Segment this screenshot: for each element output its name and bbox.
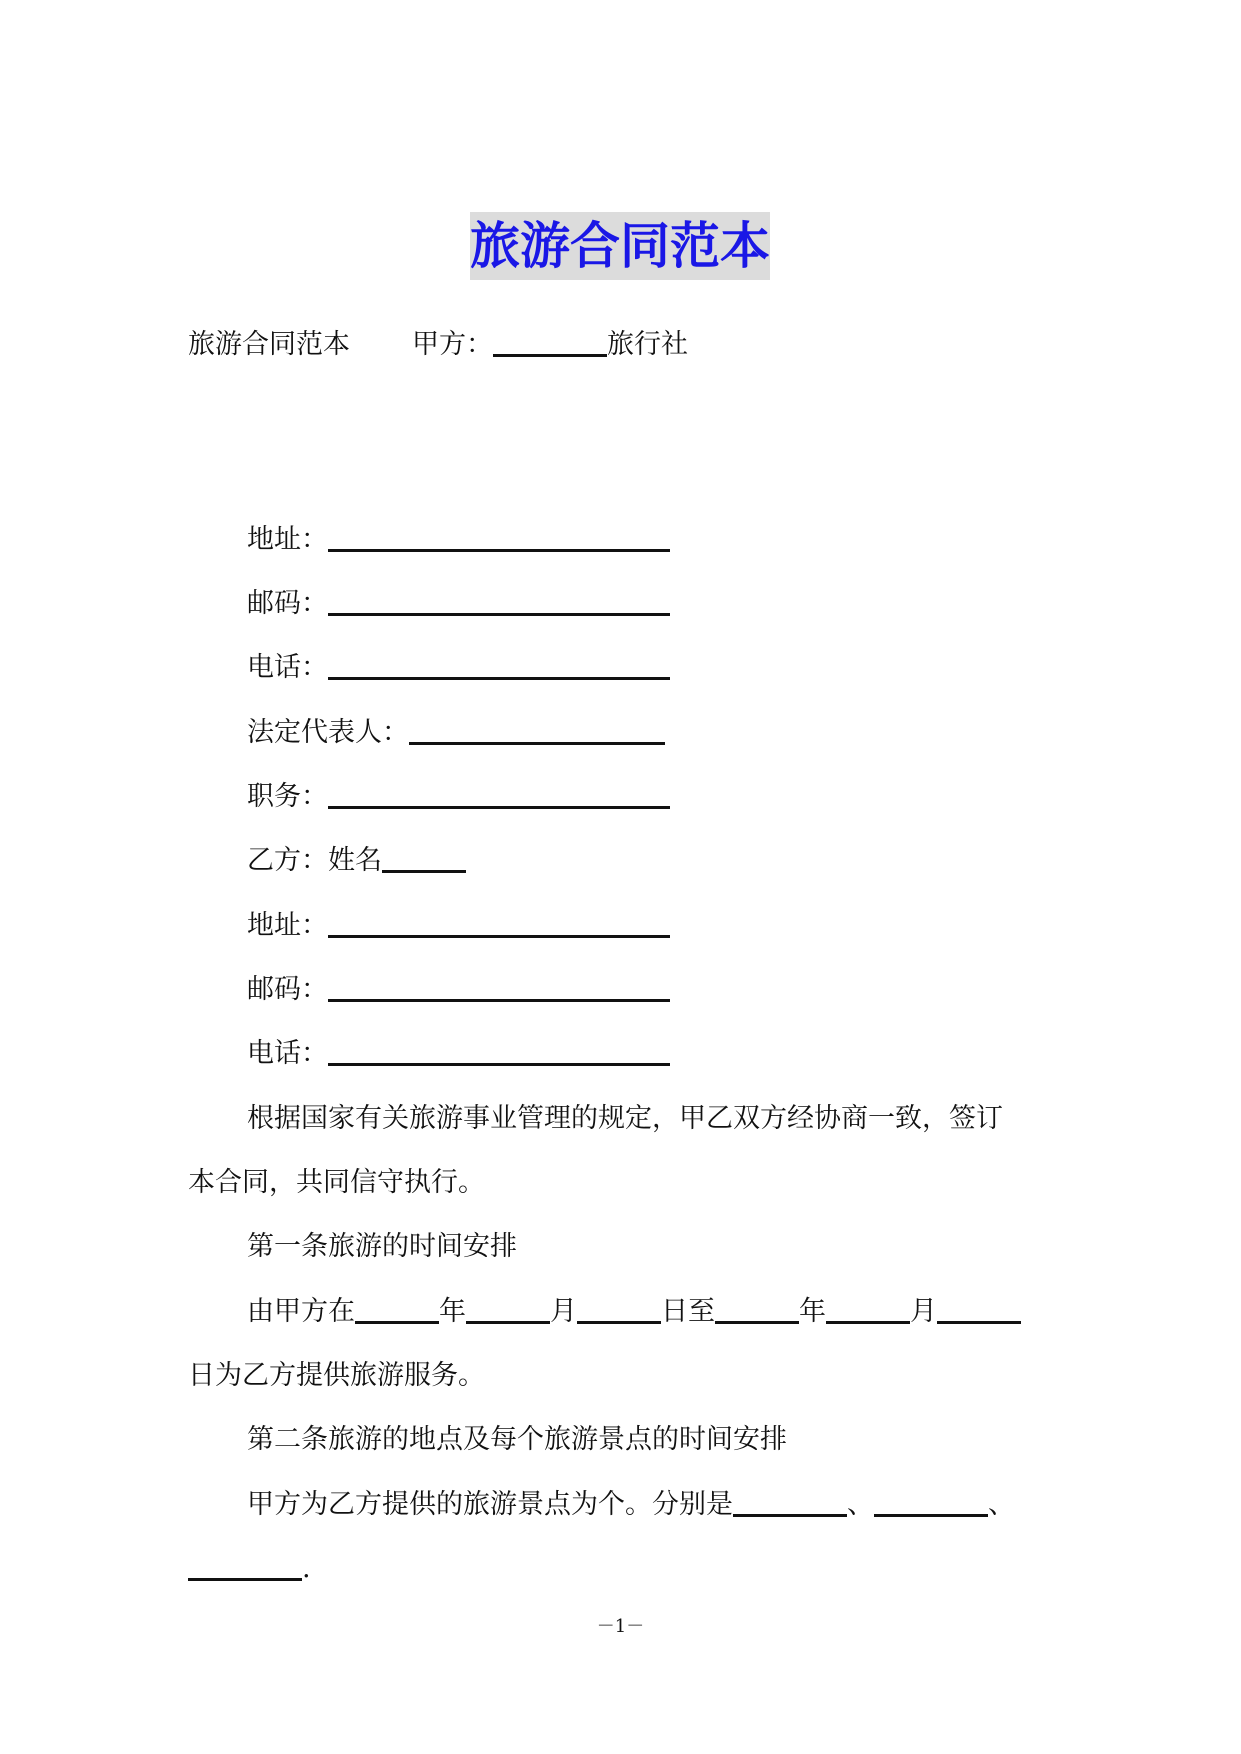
article-2-body: 甲方为乙方提供的旅游景点为个。分别是: [247, 1489, 733, 1520]
party-a-suffix: 旅行社: [607, 329, 688, 360]
month-label-2: 月: [910, 1296, 937, 1327]
field-blank[interactable]: [328, 523, 670, 552]
party-b-name-field: [247, 843, 466, 879]
party-b-postcode-field: [247, 972, 670, 1008]
field-blank[interactable]: [328, 651, 670, 680]
start-year-blank[interactable]: [355, 1295, 439, 1324]
party-b-name-blank[interactable]: [382, 844, 466, 873]
document-title: 旅游合同范本: [470, 212, 770, 280]
scenic-spot-blank-3[interactable]: [188, 1552, 302, 1581]
field-label: 职务：: [247, 781, 328, 812]
scenic-spot-blank-2[interactable]: [874, 1488, 988, 1517]
end-day-blank[interactable]: [937, 1295, 1021, 1324]
party-a-blank[interactable]: [493, 328, 607, 357]
page-number: －1－: [596, 1616, 645, 1637]
month-label: 月: [550, 1296, 577, 1327]
header-line: [188, 327, 688, 363]
party-b-address-field: [247, 908, 670, 944]
party-a-position-field: [247, 779, 670, 815]
field-label: 邮码：: [247, 974, 328, 1005]
start-day-blank[interactable]: [577, 1295, 661, 1324]
field-blank[interactable]: [328, 587, 670, 616]
article-2-text: [247, 1487, 1015, 1523]
party-a-legal-rep-field: [247, 715, 665, 751]
article-2-line-2: [188, 1551, 311, 1587]
end-month-blank[interactable]: [826, 1295, 910, 1324]
separator: 、: [847, 1489, 874, 1520]
article-2-heading: 第二条旅游的地点及每个旅游景点的时间安排: [247, 1424, 787, 1455]
start-month-blank[interactable]: [466, 1295, 550, 1324]
year-label: 年: [439, 1296, 466, 1327]
end-year-blank[interactable]: [715, 1295, 799, 1324]
scenic-spot-blank-1[interactable]: [733, 1488, 847, 1517]
field-label: 地址：: [247, 524, 328, 555]
article-1-heading: 第一条旅游的时间安排: [247, 1231, 517, 1262]
article-1-prefix: 由甲方在: [247, 1296, 355, 1327]
party-a-label: 甲方：: [412, 329, 493, 360]
field-blank[interactable]: [328, 909, 670, 938]
year-label-2: 年: [799, 1296, 826, 1327]
field-label: 法定代表人：: [247, 717, 409, 748]
field-label: 电话：: [247, 652, 328, 683]
party-a-address-field: [247, 522, 670, 558]
field-label: 地址：: [247, 910, 328, 941]
intro-line-2: 本合同，共同信守执行。: [188, 1167, 485, 1198]
article-1-line-2: 日为乙方提供旅游服务。: [188, 1360, 485, 1391]
field-label: 邮码：: [247, 588, 328, 619]
day-to-label: 日至: [661, 1296, 715, 1327]
separator: 、: [988, 1489, 1015, 1520]
article-1-dates: [247, 1294, 1021, 1330]
field-label: 电话：: [247, 1038, 328, 1069]
party-b-label: 乙方：姓名: [247, 845, 382, 876]
field-blank[interactable]: [409, 716, 665, 745]
end-mark: .: [302, 1553, 311, 1584]
party-a-postcode-field: [247, 586, 670, 622]
field-blank[interactable]: [328, 973, 670, 1002]
header-label: 旅游合同范本: [188, 329, 350, 360]
party-b-phone-field: [247, 1036, 670, 1072]
party-a-phone-field: [247, 650, 670, 686]
field-blank[interactable]: [328, 780, 670, 809]
intro-line-1: 根据国家有关旅游事业管理的规定，甲乙双方经协商一致，签订: [247, 1103, 1003, 1134]
field-blank[interactable]: [328, 1037, 670, 1066]
